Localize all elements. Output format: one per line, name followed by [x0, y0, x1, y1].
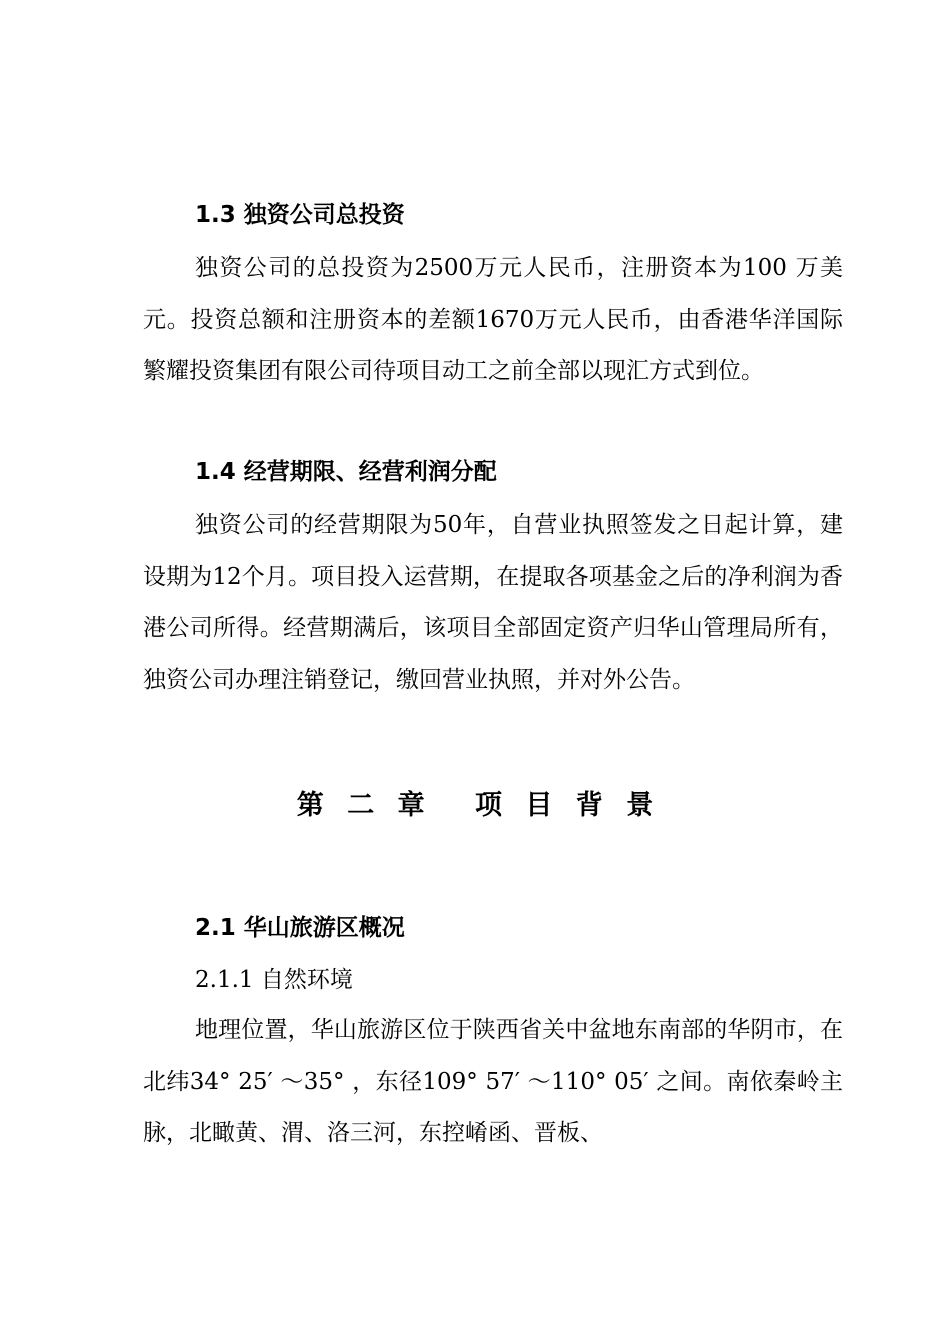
heading-2-1: 2.1 华山旅游区概况	[195, 915, 405, 941]
heading-1-4: 1.4 经营期限、经营利润分配	[195, 459, 497, 485]
paragraph-1-3: 独资公司的总投资为2500万元人民币，注册资本为100 万美元。投资总额和注册资本的差额1670万元人民币，由香港华洋国际繁耀投资集团有限公司待项目动工之前全部以现汇方式到位。	[143, 255, 843, 384]
paragraph-2-1-1: 地理位置，华山旅游区位于陕西省关中盆地东南部的华阴市，在北纬34° 25′ ～35° ，东径109° 57′ ～110° 05′ 之间。南依秦岭主脉，北瞰黄、渭、洛三河，东控崤函、晋板、	[143, 1017, 843, 1146]
heading-1-3: 1.3 独资公司总投资	[195, 202, 405, 228]
paragraph-1-4: 独资公司的经营期限为50年，自营业执照签发之日起计算，建设期为12个月。项目投入运营期，在提取各项基金之后的净利润为香港公司所得。经营期满后，该项目全部固定资产归华山管理局所有，独资公司办理注销登记，缴回营业执照，并对外公告。	[143, 512, 843, 693]
chapter-2-title: 第 二 章 项 目 背 景	[296, 790, 654, 821]
subheading-2-1-1: 2.1.1 自然环境	[195, 967, 353, 993]
